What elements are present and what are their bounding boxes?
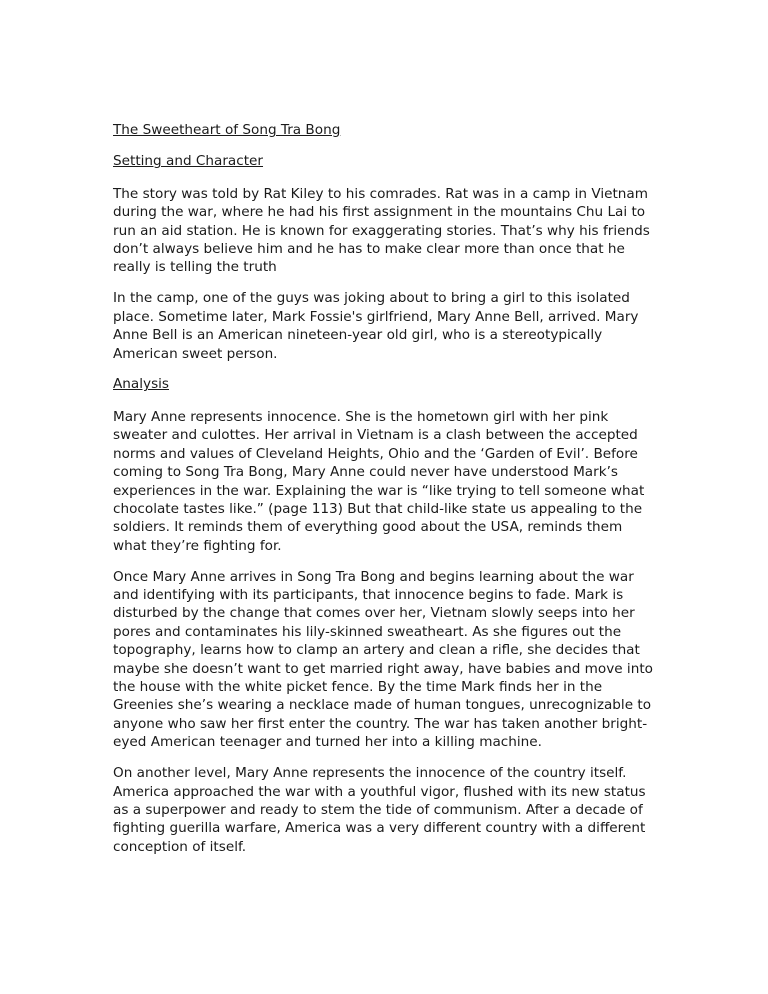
paragraph: In the camp, one of the guys was joking about to bring a girl to this isolated place. Sometime later, Mark Fossie's girlfriend, Mary Anne Bell, arrived. Mary Anne Bell is an American nineteen-year old girl, who is a stereotypically American sweet person.: [113, 290, 639, 362]
section-heading-analysis: Analysis: [113, 376, 170, 393]
document-title: The Sweetheart of Song Tra Bong: [113, 122, 341, 138]
section-heading-setting: Setting and Character: [113, 153, 264, 170]
document-page: [113, 121, 658, 869]
paragraph: Mary Anne represents innocence. She is the hometown girl with her pink sweater and culottes. Her arrival in Vietnam is a clash between the accepted norms and values of Cleveland Heights, Ohio and the ‘Garden of Evil’. Before coming to Song Tra Bong, Mary Anne could never have understood Mark’s experiences in the war. Explaining the war is “like trying to tell someone what chocolate tastes like.” (page 113) But that child-like state us appealing to the soldiers. It reminds them of everything good about the USA, reminds them what they’re fighting for.: [113, 408, 645, 554]
paragraph: Once Mary Anne arrives in Song Tra Bong and begins learning about the war and identifying with its participants, that innocence begins to fade. Mark is disturbed by the change that comes over her, Vietnam slowly seeps into her pores and contaminates his lily-skinned sweatheart. As she figures out the topography, learns how to clamp an artery and clean a rifle, she decides that maybe she doesn’t want to get married right away, have babies and move into the house with the white picket fence. By the time Mark finds her in the Greenies she’s wearing a necklace made of human tongues, unrecognizable to anyone who saw her first enter the country. The war has taken another bright-eyed American teenager and turned her into a killing machine.: [113, 568, 653, 751]
paragraph: On another level, Mary Anne represents the innocence of the country itself. America approached the war with a youthful vigor, flushed with its new status as a superpower and ready to stem the tide of communism. After a decade of fighting guerilla warfare, America was a very different country with a different conception of itself.: [113, 765, 646, 855]
paragraph: The story was told by Rat Kiley to his comrades. Rat was in a camp in Vietnam during the war, where he had his first assignment in the mountains Chu Lai to run an aid station. He is known for exaggerating stories. That’s why his friends don’t always believe him and he has to make clear more than once that he really is telling the truth: [113, 185, 650, 276]
